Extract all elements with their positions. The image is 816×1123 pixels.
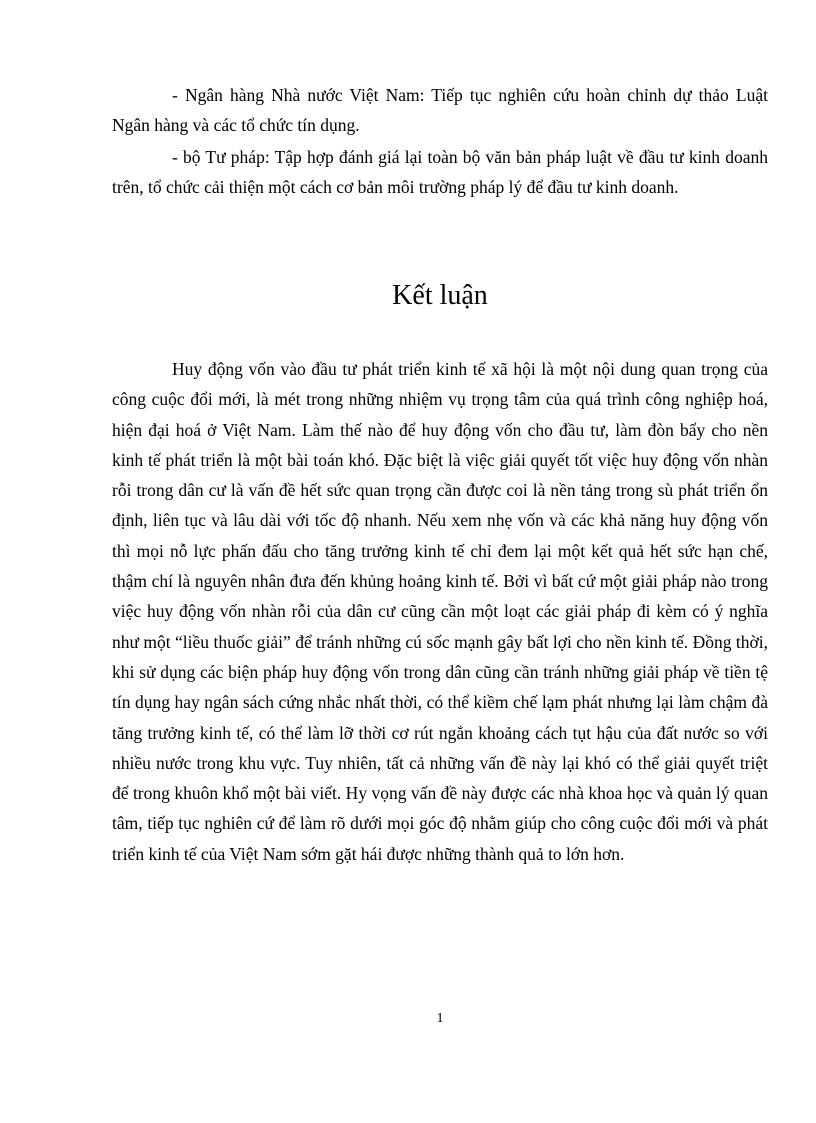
paragraph-ministry-of-justice: - bộ Tư pháp: Tập hợp đánh giá lại toàn bộ văn bản pháp luật về đầu tư kinh doanh trên, tổ chức cải thiện một cách cơ bản môi trường pháp lý để đầu tư kinh doanh.	[112, 147, 768, 198]
conclusion-paragraph: Huy động vốn vào đầu tư phát triển kinh tế xã hội là một nội dung quan trọng của công cuộc đổi mới, là mét trong những nhiệm vụ trọng tâm của quá trình công nghiệp hoá, hiện đại hoá ở Việt Nam. Làm thế nào để huy động vốn cho đầu tư, làm đòn bẩy cho nền kinh tế phát triển là một bài toán khó. Đặc biệt là việc giải quyết tốt việc huy động vốn nhàn rỗi trong dân cư là vấn đề hết sức quan trọng cần được coi là nền tảng trong sù phát triển ổn định, liên tục và lâu dài với tốc độ nhanh. Nếu xem nhẹ vốn và các khả năng huy động vốn thì mọi nỗ lực phấn đấu cho tăng trưởng kinh tế chỉ đem lại một kết quả hết sức hạn chế, thậm chí là nguyên nhân đưa đến khủng hoảng kinh tế. Bởi vì bất cứ một giải pháp nào trong việc huy động vốn nhàn rỗi của dân cư cũng cần một loạt các giải pháp đi kèm có ý nghĩa như một “liều thuốc giải” để tránh những cú sốc mạnh gây bất lợi cho nền kinh tế. Đồng thời, khi sử dụng các biện pháp huy động vốn trong dân cũng cần tránh những giải pháp về tiền tệ tín dụng hay ngân sách cứng nhắc nhất thời, có thể kiềm chế lạm phát nhưng lại làm chậm đà tăng trưởng kinh tế, có thể làm lỡ thời cơ rút ngắn khoảng cách tụt hậu của đất nước so với nhiều nước trong khu vực. Tuy nhiên, tất cả những vấn đề này lại khó có thể giải quyết triệt để trong khuôn khổ một bài viết. Hy vọng vấn đề này được các nhà khoa học và quản lý quan tâm, tiếp tục nghiên cứ để làm rõ dưới mọi góc độ nhằm giúp cho công cuộc đổi mới và phát triển kinh tế của Việt Nam sớm gặt hái được những thành quả to lớn hơn.	[112, 359, 768, 864]
paragraph-state-bank: - Ngân hàng Nhà nước Việt Nam: Tiếp tục nghiên cứu hoàn chỉnh dự thảo Luật Ngân hàng và các tổ chức tín dụng.	[112, 85, 768, 136]
section-heading: Kết luận	[392, 280, 488, 311]
page-number: 1	[436, 1011, 444, 1026]
document-page	[112, 0, 768, 1123]
